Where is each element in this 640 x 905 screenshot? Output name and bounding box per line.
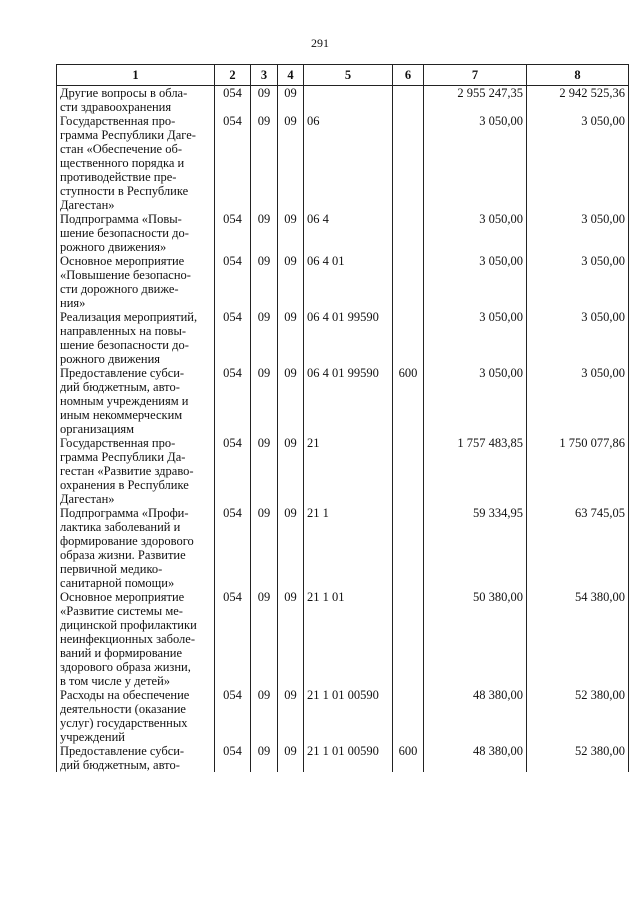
cell-section: 09 — [251, 114, 278, 212]
cell-subsection: 09 — [278, 436, 304, 506]
cell-section: 09 — [251, 744, 278, 772]
cell-amount-year2: 3 050,00 — [527, 254, 629, 310]
cell-admin-code: 054 — [215, 114, 251, 212]
row-name: Подпрограмма «Повы- шение безопасности до- рожного движения» — [57, 212, 215, 254]
cell-subsection: 09 — [278, 590, 304, 688]
row-name: Государственная про- грамма Республики Даге- стан «Обеспечение об- щественного порядка и противодействие пре- ступности в Республике Дагестан» — [57, 114, 215, 212]
cell-section: 09 — [251, 436, 278, 506]
table-row — [57, 86, 629, 115]
cell-section: 09 — [251, 212, 278, 254]
cell-target-article: 21 — [304, 436, 393, 506]
cell-subsection: 09 — [278, 254, 304, 310]
cell-amount-year2: 63 745,05 — [527, 506, 629, 590]
cell-amount-year1: 1 757 483,85 — [424, 436, 527, 506]
cell-amount-year1: 48 380,00 — [424, 688, 527, 744]
cell-admin-code: 054 — [215, 254, 251, 310]
cell-amount-year2: 3 050,00 — [527, 212, 629, 254]
table-row — [57, 744, 629, 772]
cell-admin-code: 054 — [215, 366, 251, 436]
cell-target-article: 06 4 01 99590 — [304, 366, 393, 436]
cell-amount-year1: 3 050,00 — [424, 366, 527, 436]
header-row — [57, 65, 629, 86]
cell-target-article: 06 4 01 99590 — [304, 310, 393, 366]
cell-amount-year2: 52 380,00 — [527, 688, 629, 744]
column-header: 1 — [57, 65, 215, 86]
cell-amount-year2: 1 750 077,86 — [527, 436, 629, 506]
cell-subsection: 09 — [278, 212, 304, 254]
cell-section: 09 — [251, 310, 278, 366]
cell-expense-type — [393, 436, 424, 506]
table-row — [57, 114, 629, 212]
cell-subsection: 09 — [278, 744, 304, 772]
row-name: Предоставление субси- дий бюджетным, авто- номным учреждениям и иным некоммерческим организациям — [57, 366, 215, 436]
cell-target-article: 06 — [304, 114, 393, 212]
cell-target-article: 06 4 01 — [304, 254, 393, 310]
cell-amount-year1: 3 050,00 — [424, 254, 527, 310]
cell-expense-type — [393, 688, 424, 744]
cell-expense-type — [393, 114, 424, 212]
table-row — [57, 688, 629, 744]
cell-expense-type — [393, 254, 424, 310]
cell-amount-year1: 3 050,00 — [424, 212, 527, 254]
cell-amount-year2: 3 050,00 — [527, 366, 629, 436]
row-name: Подпрограмма «Профи- лактика заболеваний и формирование здорового образа жизни. Развитие первичной медико- санитарной помощи» — [57, 506, 215, 590]
cell-amount-year1: 59 334,95 — [424, 506, 527, 590]
cell-section: 09 — [251, 688, 278, 744]
cell-section: 09 — [251, 86, 278, 115]
cell-amount-year1: 2 955 247,35 — [424, 86, 527, 115]
cell-subsection: 09 — [278, 310, 304, 366]
cell-expense-type — [393, 310, 424, 366]
row-name: Реализация мероприятий, направленных на повы- шение безопасности до- рожного движения — [57, 310, 215, 366]
table-row — [57, 506, 629, 590]
column-header: 8 — [527, 65, 629, 86]
cell-subsection: 09 — [278, 506, 304, 590]
table-row — [57, 310, 629, 366]
cell-section: 09 — [251, 506, 278, 590]
column-header: 3 — [251, 65, 278, 86]
column-header: 7 — [424, 65, 527, 86]
row-name: Предоставление субси- дий бюджетным, авто- — [57, 744, 215, 772]
cell-target-article: 21 1 01 00590 — [304, 688, 393, 744]
column-header: 4 — [278, 65, 304, 86]
cell-admin-code: 054 — [215, 86, 251, 115]
cell-admin-code: 054 — [215, 688, 251, 744]
cell-target-article: 21 1 — [304, 506, 393, 590]
table-row — [57, 366, 629, 436]
cell-target-article — [304, 86, 393, 115]
table-row — [57, 590, 629, 688]
cell-amount-year2: 54 380,00 — [527, 590, 629, 688]
cell-admin-code: 054 — [215, 744, 251, 772]
row-name: Государственная про- грамма Республики Да- гестан «Развитие здраво- охранения в Республике Дагестан» — [57, 436, 215, 506]
cell-amount-year1: 48 380,00 — [424, 744, 527, 772]
cell-amount-year2: 3 050,00 — [527, 310, 629, 366]
table-row — [57, 436, 629, 506]
cell-subsection: 09 — [278, 688, 304, 744]
cell-expense-type — [393, 590, 424, 688]
cell-expense-type — [393, 506, 424, 590]
column-header: 5 — [304, 65, 393, 86]
cell-expense-type: 600 — [393, 744, 424, 772]
cell-amount-year1: 3 050,00 — [424, 114, 527, 212]
cell-admin-code: 054 — [215, 212, 251, 254]
row-name: Основное мероприятие «Повышение безопасно- сти дорожного движе- ния» — [57, 254, 215, 310]
cell-target-article: 06 4 — [304, 212, 393, 254]
column-header: 6 — [393, 65, 424, 86]
cell-subsection: 09 — [278, 114, 304, 212]
cell-amount-year1: 3 050,00 — [424, 310, 527, 366]
row-name: Другие вопросы в обла- сти здравоохранения — [57, 86, 215, 115]
row-name: Расходы на обеспечение деятельности (оказание услуг) государственных учреждений — [57, 688, 215, 744]
row-name: Основное мероприятие «Развитие системы ме- дицинской профилактики неинфекционных заболе- ваний и формирование здорового образа жизни, в том числе у детей» — [57, 590, 215, 688]
cell-expense-type — [393, 86, 424, 115]
cell-target-article: 21 1 01 00590 — [304, 744, 393, 772]
table-row — [57, 254, 629, 310]
cell-amount-year1: 50 380,00 — [424, 590, 527, 688]
cell-section: 09 — [251, 254, 278, 310]
cell-amount-year2: 2 942 525,36 — [527, 86, 629, 115]
cell-amount-year2: 3 050,00 — [527, 114, 629, 212]
cell-expense-type: 600 — [393, 366, 424, 436]
table-row — [57, 212, 629, 254]
cell-admin-code: 054 — [215, 506, 251, 590]
budget-table — [56, 64, 629, 772]
cell-section: 09 — [251, 366, 278, 436]
cell-admin-code: 054 — [215, 310, 251, 366]
cell-expense-type — [393, 212, 424, 254]
cell-subsection: 09 — [278, 366, 304, 436]
cell-admin-code: 054 — [215, 590, 251, 688]
column-header: 2 — [215, 65, 251, 86]
cell-section: 09 — [251, 590, 278, 688]
cell-subsection: 09 — [278, 86, 304, 115]
cell-target-article: 21 1 01 — [304, 590, 393, 688]
page-number: 291 — [311, 36, 329, 50]
cell-amount-year2: 52 380,00 — [527, 744, 629, 772]
cell-admin-code: 054 — [215, 436, 251, 506]
